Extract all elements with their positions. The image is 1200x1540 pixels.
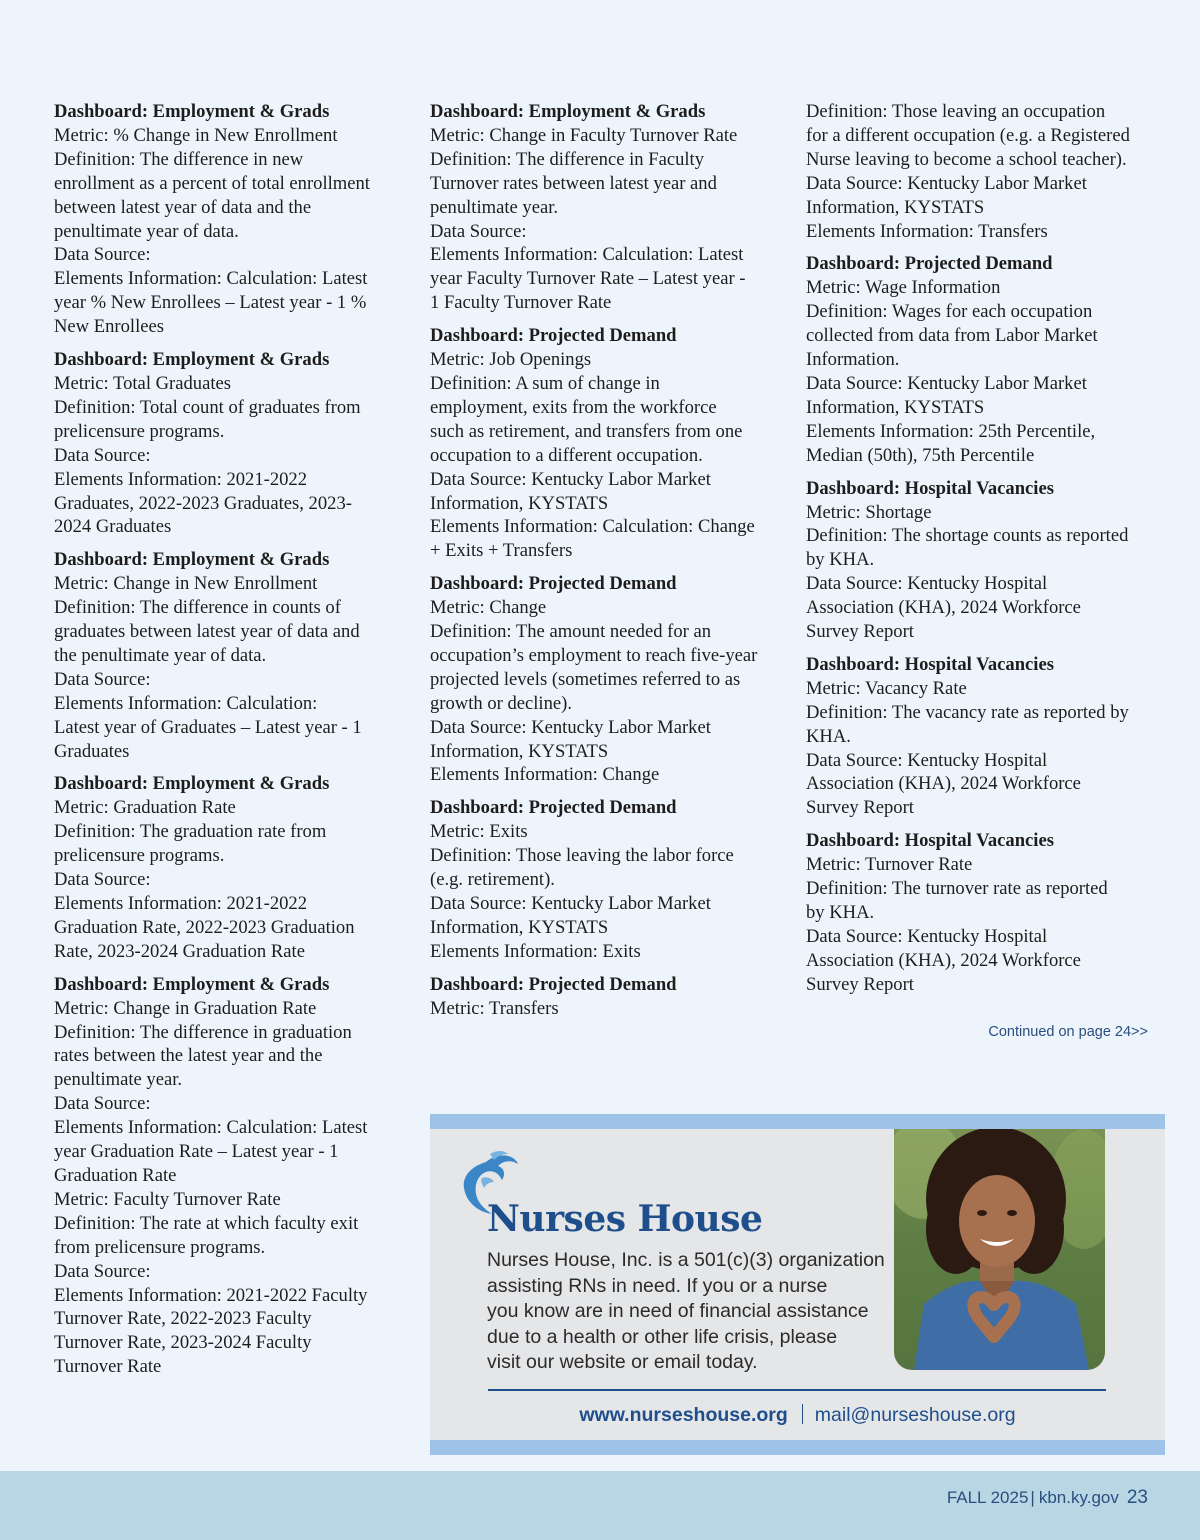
entry-line: by KHA. xyxy=(806,902,875,923)
issue-label: FALL 2025 xyxy=(946,1488,1029,1507)
entry-line: between latest year of data and the xyxy=(54,196,312,218)
dashboard-heading: Dashboard: Employment & Grads xyxy=(54,101,330,122)
entry-line: Metric: Wage Information xyxy=(806,277,1001,299)
ad-description-line: Nurses House, Inc. is a 501(c)(3) organization xyxy=(487,1249,885,1271)
ad-description-line: assisting RNs in need. If you or a nurse xyxy=(487,1274,828,1297)
entry-line: Metric: Change in New Enrollment xyxy=(54,573,318,595)
entry-line: Metric: % Change in New Enrollment xyxy=(54,124,338,146)
nurse-photo xyxy=(894,1129,1105,1370)
metric-entry xyxy=(430,796,780,963)
metric-entry xyxy=(806,653,1156,820)
entry-line: Definition: Wages for each occupation xyxy=(806,301,1093,323)
entry-line: Definition: The difference in counts of xyxy=(54,597,341,619)
entry-line: Data Source: xyxy=(54,1260,151,1282)
entry-line: year Faculty Turnover Rate – Latest year - xyxy=(430,268,746,290)
entry-line: Data Source: Kentucky Hospital xyxy=(806,925,1048,947)
metric-entry xyxy=(54,348,399,539)
metric-entry xyxy=(430,973,780,1021)
ad-description xyxy=(487,1248,887,1376)
entry-line: penultimate year. xyxy=(54,1069,183,1091)
entry-line: Metric: Shortage xyxy=(806,501,932,523)
entry-line: Definition: The amount needed for an xyxy=(430,621,712,643)
website-link[interactable]: www.nurseshouse.org xyxy=(579,1404,788,1426)
entry-line: prelicensure programs. xyxy=(54,845,225,867)
entry-line: 1 Faculty Turnover Rate xyxy=(430,292,612,314)
entry-line: Data Source: Kentucky Hospital xyxy=(806,573,1048,595)
entry-line: Metric: Change xyxy=(430,597,547,619)
entry-line: Definition: A sum of change in xyxy=(430,372,660,394)
entry-line: growth or decline). xyxy=(430,692,572,714)
entry-line: Graduates, 2022-2023 Graduates, 2023- xyxy=(54,492,352,514)
dashboard-heading: Dashboard: Employment & Grads xyxy=(54,973,330,995)
entry-line: Definition: The shortage counts as reported xyxy=(806,525,1129,547)
entry-line: Turnover rates between latest year and xyxy=(430,172,717,194)
entry-line: Survey Report xyxy=(806,973,914,995)
entry-line: 2024 Graduates xyxy=(54,516,172,538)
entry-line: Data Source: xyxy=(54,1093,151,1115)
entry-line: Graduation Rate, 2022-2023 Graduation xyxy=(54,916,355,938)
entry-line: Definition: The difference in new xyxy=(54,148,304,170)
dashboard-heading: Dashboard: Projected Demand xyxy=(430,573,677,595)
entry-line: Rate, 2023-2024 Graduation Rate xyxy=(54,940,305,962)
entry-line: Metric: Vacancy Rate xyxy=(806,677,967,699)
entry-line: from prelicensure programs. xyxy=(54,1236,266,1258)
dashboard-heading: Dashboard: Projected Demand xyxy=(430,797,677,819)
entry-line: year Graduation Rate – Latest year - 1 xyxy=(54,1141,339,1163)
entry-line: year % New Enrollees – Latest year - 1 % xyxy=(54,292,367,314)
entry-line: Definition: Total count of graduates from xyxy=(54,396,361,418)
entry-line: Data Source: Kentucky Labor Market xyxy=(806,172,1087,194)
column-3 xyxy=(806,100,1156,1006)
entry-line: such as retirement, and transfers from one xyxy=(430,420,743,442)
entry-line: projected levels (sometimes referred to as xyxy=(430,668,741,690)
entry-line: Survey Report xyxy=(806,621,914,643)
entry-line: Elements Information: 25th Percentile, xyxy=(806,420,1096,442)
entry-line: Nurse leaving to become a school teacher). xyxy=(806,148,1127,170)
ad-top-bar xyxy=(430,1114,1165,1129)
entry-line: Metric: Total Graduates xyxy=(54,372,232,394)
nurses-house-ad xyxy=(430,1114,1165,1455)
entry-line: the penultimate year of data. xyxy=(54,644,267,666)
entry-line: + Exits + Transfers xyxy=(430,540,573,562)
link-separator xyxy=(802,1404,803,1424)
entry-line: penultimate year. xyxy=(430,196,559,218)
metric-entry xyxy=(806,100,1156,243)
dashboard-heading: Dashboard: Hospital Vacancies xyxy=(806,830,1054,852)
entry-line: Elements Information: Calculation: Latest xyxy=(54,1117,368,1139)
entry-line: Graduation Rate xyxy=(54,1164,177,1186)
entry-line: collected from data from Labor Market xyxy=(806,325,1098,347)
entry-line: Turnover Rate, 2023-2024 Faculty xyxy=(54,1332,312,1354)
entry-line: by KHA. xyxy=(806,549,875,571)
entry-line: Elements Information: 2021-2022 xyxy=(54,893,308,914)
entry-line: occupation to a different occupation. xyxy=(430,444,703,466)
ad-divider xyxy=(488,1389,1106,1391)
entry-line: Elements Information: Transfers xyxy=(806,220,1048,242)
entry-line: KHA. xyxy=(806,725,851,747)
column-1 xyxy=(54,100,399,1388)
dashboard-heading: Dashboard: Employment & Grads xyxy=(54,349,330,371)
entry-line: Information, KYSTATS xyxy=(806,396,985,418)
metric-entry xyxy=(54,973,399,1379)
entry-line: Median (50th), 75th Percentile xyxy=(806,444,1035,466)
entry-line: Information, KYSTATS xyxy=(806,196,985,218)
entry-line: (e.g. retirement). xyxy=(430,869,555,891)
entry-line: Metric: Turnover Rate xyxy=(806,854,973,876)
dashboard-heading: Dashboard: Employment & Grads xyxy=(54,773,330,795)
entry-line: Data Source: Kentucky Hospital xyxy=(806,749,1048,771)
entry-line: Information, KYSTATS xyxy=(430,916,609,938)
email-link[interactable]: mail@nurseshouse.org xyxy=(814,1404,1016,1426)
entry-line: Definition: Those leaving an occupation xyxy=(806,101,1106,122)
dashboard-heading: Dashboard: Projected Demand xyxy=(806,253,1053,275)
metric-entry xyxy=(806,252,1156,467)
page-footer xyxy=(0,1471,1200,1540)
entry-line: Metric: Change in Faculty Turnover Rate xyxy=(430,124,738,146)
ad-brand-name: Nurses House xyxy=(487,1198,763,1240)
ad-bottom-bar xyxy=(430,1440,1165,1455)
entry-line: Metric: Change in Graduation Rate xyxy=(54,997,317,1019)
entry-line: Latest year of Graduates – Latest year - 1 xyxy=(54,716,362,738)
entry-line: for a different occupation (e.g. a Registered xyxy=(806,124,1130,146)
entry-line: Metric: Job Openings xyxy=(430,349,592,371)
metric-entry xyxy=(54,100,399,339)
entry-line: Graduates xyxy=(54,740,130,762)
metric-entry xyxy=(54,772,399,963)
entry-line: graduates between latest year of data and xyxy=(54,621,360,643)
entry-line: Definition: The turnover rate as reported xyxy=(806,878,1108,900)
entry-line: Information, KYSTATS xyxy=(430,740,609,762)
dashboard-heading: Dashboard: Employment & Grads xyxy=(54,549,330,571)
entry-line: Elements Information: Calculation: xyxy=(54,692,318,714)
entry-line: Data Source: xyxy=(54,444,151,466)
entry-line: occupation’s employment to reach five-year xyxy=(430,644,758,666)
metric-entry xyxy=(430,572,780,787)
entry-line: Data Source: Kentucky Labor Market xyxy=(430,716,711,738)
entry-line: Definition: The graduation rate from xyxy=(54,821,327,843)
footer-separator: | xyxy=(1030,1488,1035,1507)
entry-line: Metric: Transfers xyxy=(430,997,559,1019)
entry-line: Association (KHA), 2024 Workforce xyxy=(806,949,1081,971)
site-link[interactable]: kbn.ky.gov xyxy=(1038,1488,1119,1507)
entry-line: New Enrollees xyxy=(54,316,164,338)
column-2 xyxy=(430,100,780,1030)
entry-line: enrollment as a percent of total enrollment xyxy=(54,172,370,194)
ad-description-line: visit our website or email today. xyxy=(487,1351,758,1373)
entry-line: Data Source: Kentucky Labor Market xyxy=(806,372,1087,394)
metric-entry xyxy=(430,100,780,315)
entry-line: Elements Information: Exits xyxy=(430,940,641,962)
ad-links xyxy=(430,1404,1165,1427)
entry-line: rates between the latest year and the xyxy=(54,1045,323,1067)
entry-line: Definition: The difference in Faculty xyxy=(430,148,705,170)
entry-line: Turnover Rate, 2022-2023 Faculty xyxy=(54,1308,312,1330)
entry-line: prelicensure programs. xyxy=(54,420,225,442)
entry-line: Data Source: Kentucky Labor Market xyxy=(430,893,711,914)
entry-line: Elements Information: Calculation: Change xyxy=(430,516,755,538)
metric-entry xyxy=(54,548,399,763)
entry-line: Elements Information: 2021-2022 Faculty xyxy=(54,1284,368,1306)
entry-line: Association (KHA), 2024 Workforce xyxy=(806,597,1081,619)
ad-description-line: you know are in need of financial assistance xyxy=(487,1300,869,1322)
entry-line: Metric: Exits xyxy=(430,821,528,843)
entry-line: Data Source: xyxy=(430,220,527,242)
entry-line: Data Source: Kentucky Labor Market xyxy=(430,468,711,490)
dashboard-heading: Dashboard: Hospital Vacancies xyxy=(806,477,1054,499)
entry-line: Definition: Those leaving the labor force xyxy=(430,845,734,867)
dashboard-heading: Dashboard: Employment & Grads xyxy=(430,101,706,122)
entry-line: Metric: Faculty Turnover Rate xyxy=(54,1188,281,1210)
entry-line: Data Source: xyxy=(54,869,151,891)
dashboard-heading: Dashboard: Hospital Vacancies xyxy=(806,653,1054,675)
metric-entry xyxy=(806,829,1156,996)
entry-line: Information. xyxy=(806,349,900,371)
entry-line: Metric: Graduation Rate xyxy=(54,797,236,819)
entry-line: Survey Report xyxy=(806,797,914,819)
page-number: 23 xyxy=(1126,1487,1148,1508)
entry-line: Definition: The vacancy rate as reported by xyxy=(806,701,1129,723)
entry-line: Association (KHA), 2024 Workforce xyxy=(806,773,1081,795)
dashboard-heading: Dashboard: Projected Demand xyxy=(430,325,677,347)
entry-line: Data Source: xyxy=(54,668,151,690)
metric-entry xyxy=(430,324,780,563)
entry-line: Elements Information: Calculation: Latest xyxy=(430,244,744,266)
entry-line: Definition: The difference in graduation xyxy=(54,1021,352,1043)
entry-line: Turnover Rate xyxy=(54,1356,162,1378)
ad-description-line: due to a health or other life crisis, please xyxy=(487,1325,838,1348)
entry-line: Definition: The rate at which faculty exit xyxy=(54,1212,359,1234)
dashboard-heading: Dashboard: Projected Demand xyxy=(430,973,677,995)
entry-line: Elements Information: Calculation: Latest xyxy=(54,268,368,290)
entry-line: Elements Information: 2021-2022 xyxy=(54,468,308,490)
entry-line: Elements Information: Change xyxy=(430,764,660,786)
entry-line: penultimate year of data. xyxy=(54,220,239,242)
entry-line: Information, KYSTATS xyxy=(430,492,609,514)
continued-note: Continued on page 24>> xyxy=(988,1024,1148,1040)
entry-line: Data Source: xyxy=(54,244,151,266)
footer-info xyxy=(947,1487,1148,1509)
metric-entry xyxy=(806,477,1156,644)
entry-line: employment, exits from the workforce xyxy=(430,396,717,418)
